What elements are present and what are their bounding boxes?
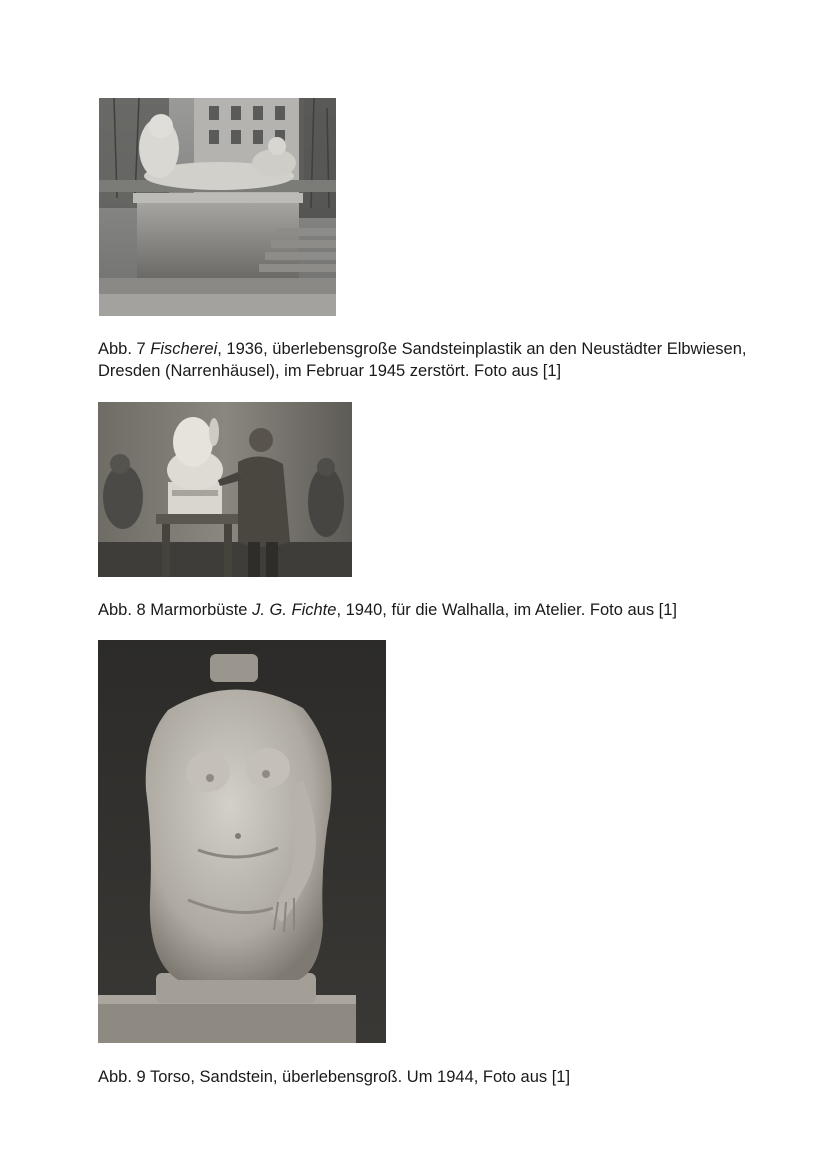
photo-fichte-bust-atelier: [98, 402, 352, 577]
figure-9-caption-prefix: Abb. 9 Torso, Sandstein, überlebensgroß. Um 1944, Foto aus [1]: [98, 1068, 571, 1086]
figure-8-caption: [98, 599, 758, 621]
figure-8-caption-rest: , 1940, für die Walhalla, im Atelier. Foto aus [1]: [336, 601, 677, 619]
figure-7-caption: [98, 338, 758, 382]
figure-8-caption-prefix: Abb. 8 Marmorbüste: [98, 601, 253, 619]
figure-8-caption-title: J. G. Fichte: [252, 601, 337, 619]
photo-torso-sandstone: [98, 640, 386, 1043]
figure-7-caption-title: Fischerei: [150, 340, 218, 358]
photo-fischerei-sculpture: [99, 98, 336, 316]
figure-7-caption-prefix: Abb. 7: [98, 340, 151, 358]
figure-9-caption: [98, 1066, 758, 1088]
figure-7-caption-rest: , 1936, überlebensgroße Sandsteinplastik an den Neustädter Elbwiesen, Dresden (Narrenhäusel), im Februar 1945 zerstört. Foto aus [1]: [98, 340, 747, 380]
